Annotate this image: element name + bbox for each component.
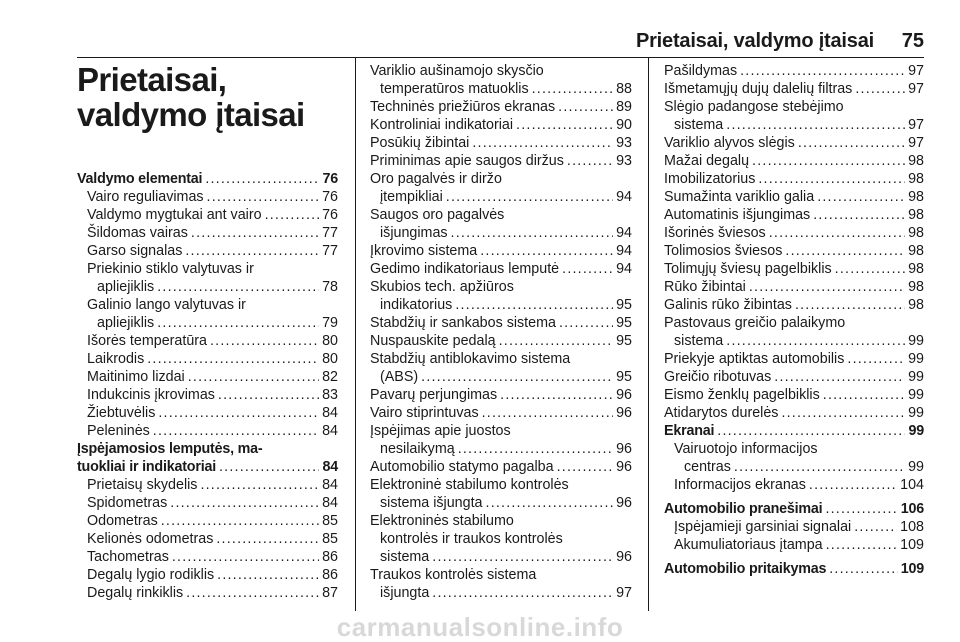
toc-entry[interactable]: Stabdžių ir sankabos sistema ..... 95 [370,314,632,332]
toc-entry[interactable]: Eismo ženklų pagelbiklis ..... 99 [664,386,924,404]
toc-entry[interactable]: Gedimo indikatoriaus lemputė ..... 94 [370,260,632,278]
toc-entry[interactable]: išjungta ..... 97 [370,584,632,602]
toc-column-3 [664,62,924,578]
toc-entry[interactable]: indikatorius ..... 95 [370,296,632,314]
toc-entry[interactable]: Išorės temperatūra ..... 80 [77,332,338,350]
toc-section-warning-lights[interactable]: tuokliai ir indikatoriai ..... 84 [77,458,338,476]
toc-entry-line: Skubios tech. apžiūros [370,279,514,295]
header-divider [77,57,924,58]
chapter-title: Prietaisai, valdymo įtaisai [77,61,305,133]
toc-entry[interactable]: temperatūros matuoklis ..... 88 [370,80,632,98]
toc-entry[interactable]: išjungimas ..... 94 [370,224,632,242]
toc-entry[interactable]: Automobilio statymo pagalba ..... 96 [370,458,632,476]
toc-section-displays[interactable]: Ekranai ..... 99 [664,422,924,440]
toc-entry-line: Elektroninė stabilumo kontrolės [370,477,569,493]
watermark: carmanualsonline.info [336,612,624,642]
toc-column-1 [77,170,338,602]
toc-entry[interactable]: Įkrovimo sistema ..... 94 [370,242,632,260]
toc-entry[interactable]: Kelionės odometras ..... 85 [77,530,338,548]
toc-entry[interactable]: Galinis rūko žibintas ..... 98 [664,296,924,314]
toc-entry-line: Oro pagalvės ir diržo [370,171,502,187]
toc-column-2 [370,62,632,602]
toc-entry[interactable]: Tachometras ..... 86 [77,548,338,566]
toc-section-line: Įspėjamosios lemputės, ma- [77,441,263,457]
toc-entry[interactable]: Akumuliatoriaus įtampa ..... 109 [664,536,924,554]
toc-entry[interactable]: sistema ..... 99 [664,332,924,350]
toc-entry[interactable]: centras ..... 99 [664,458,924,476]
toc-entry[interactable]: Garso signalas ..... 77 [77,242,338,260]
toc-entry[interactable]: Posūkių žibintai ..... 93 [370,134,632,152]
toc-entry-line: Traukos kontrolės sistema [370,567,537,583]
toc-entry[interactable]: Mažai degalų ..... 98 [664,152,924,170]
toc-entry[interactable]: Šildomas vairas ..... 77 [77,224,338,242]
toc-entry-line: Elektroninės stabilumo [370,513,514,529]
toc-entry-line: kontrolės ir traukos kontrolės [380,531,563,547]
toc-entry-line: Stabdžių antiblokavimo sistema [370,351,571,367]
toc-entry[interactable]: Informacijos ekranas ..... 104 [664,476,924,494]
toc-entry[interactable]: Vairo stiprintuvas ..... 96 [370,404,632,422]
toc-entry[interactable]: Kontroliniai indikatoriai ..... 90 [370,116,632,134]
toc-entry[interactable]: Vairo reguliavimas ..... 76 [77,188,338,206]
toc-entry[interactable]: Valdymo mygtukai ant vairo ..... 76 [77,206,338,224]
toc-entry[interactable]: apliejiklis ..... 79 [77,314,338,332]
running-title: Prietaisai, valdymo įtaisai [635,30,874,52]
toc-entry[interactable]: Greičio ribotuvas ..... 99 [664,368,924,386]
toc-entry[interactable]: Priminimas apie saugos diržus ..... 93 [370,152,632,170]
toc-entry[interactable]: Sumažinta variklio galia ..... 98 [664,188,924,206]
toc-entry[interactable]: Priekyje aptiktas automobilis ..... 99 [664,350,924,368]
toc-entry[interactable]: Išorinės šviesos ..... 98 [664,224,924,242]
toc-entry[interactable]: Peleninės ..... 84 [77,422,338,440]
toc-entry[interactable]: Atidarytos durelės ..... 99 [664,404,924,422]
toc-entry-line: Vairuotojo informacijos [674,441,818,457]
toc-entry-line: Įspėjimas apie juostos [370,423,511,439]
toc-entry[interactable]: Žiebtuvėlis ..... 84 [77,404,338,422]
toc-section-vehicle-messages[interactable]: Automobilio pranešimai ..... 106 [664,500,924,518]
column-divider-2 [648,58,649,611]
toc-entry[interactable]: Odometras ..... 85 [77,512,338,530]
toc-entry[interactable]: (ABS) ..... 95 [370,368,632,386]
toc-entry-line: Priekinio stiklo valytuvas ir [87,261,254,277]
toc-entry[interactable]: Indukcinis įkrovimas ..... 83 [77,386,338,404]
toc-entry[interactable]: Rūko žibintai ..... 98 [664,278,924,296]
toc-entry[interactable]: Pašildymas ..... 97 [664,62,924,80]
toc-entry[interactable]: Maitinimo lizdai ..... 82 [77,368,338,386]
toc-entry-line: Variklio aušinamojo skysčio [370,63,544,79]
page-number: 75 [901,30,924,52]
toc-entry[interactable]: sistema ..... 96 [370,548,632,566]
toc-entry[interactable]: sistema ..... 97 [664,116,924,134]
toc-entry[interactable]: Spidometras ..... 84 [77,494,338,512]
toc-entry[interactable]: Techninės priežiūros ekranas ..... 89 [370,98,632,116]
toc-entry[interactable]: Degalų rinkiklis ..... 87 [77,584,338,602]
toc-entry[interactable]: Pavarų perjungimas ..... 96 [370,386,632,404]
toc-entry[interactable]: Nuspauskite pedalą ..... 95 [370,332,632,350]
toc-entry-line: Saugos oro pagalvės [370,207,505,223]
toc-entry-line: Slėgio padangose stebėjimo [664,99,844,115]
toc-section-vehicle-personalisation[interactable]: Automobilio pritaikymas ..... 109 [664,560,924,578]
toc-entry-line: Galinio lango valytuvas ir [87,297,246,313]
page-header [0,0,960,58]
toc-entry[interactable]: Tolimosios šviesos ..... 98 [664,242,924,260]
column-divider-1 [355,58,356,611]
toc-entry[interactable]: Laikrodis ..... 80 [77,350,338,368]
toc-entry[interactable]: Automatinis išjungimas ..... 98 [664,206,924,224]
toc-entry[interactable]: sistema išjungta ..... 96 [370,494,632,512]
toc-entry[interactable]: Imobilizatorius ..... 98 [664,170,924,188]
toc-entry[interactable]: nesilaikymą ..... 96 [370,440,632,458]
toc-entry[interactable]: apliejiklis ..... 78 [77,278,338,296]
toc-section-controls[interactable]: Valdymo elementai ..... 76 [77,170,338,188]
toc-entry[interactable]: Tolimųjų šviesų pagelbiklis ..... 98 [664,260,924,278]
toc-entry[interactable]: Įspėjamieji garsiniai signalai ..... 108 [664,518,924,536]
toc-entry[interactable]: Išmetamųjų dujų dalelių filtras ..... 97 [664,80,924,98]
toc-entry[interactable]: įtempikliai ..... 94 [370,188,632,206]
toc-entry[interactable]: Variklio alyvos slėgis ..... 97 [664,134,924,152]
toc-entry[interactable]: Degalų lygio rodiklis ..... 86 [77,566,338,584]
toc-entry[interactable]: Prietaisų skydelis ..... 84 [77,476,338,494]
toc-entry-line: Pastovaus greičio palaikymo [664,315,846,331]
